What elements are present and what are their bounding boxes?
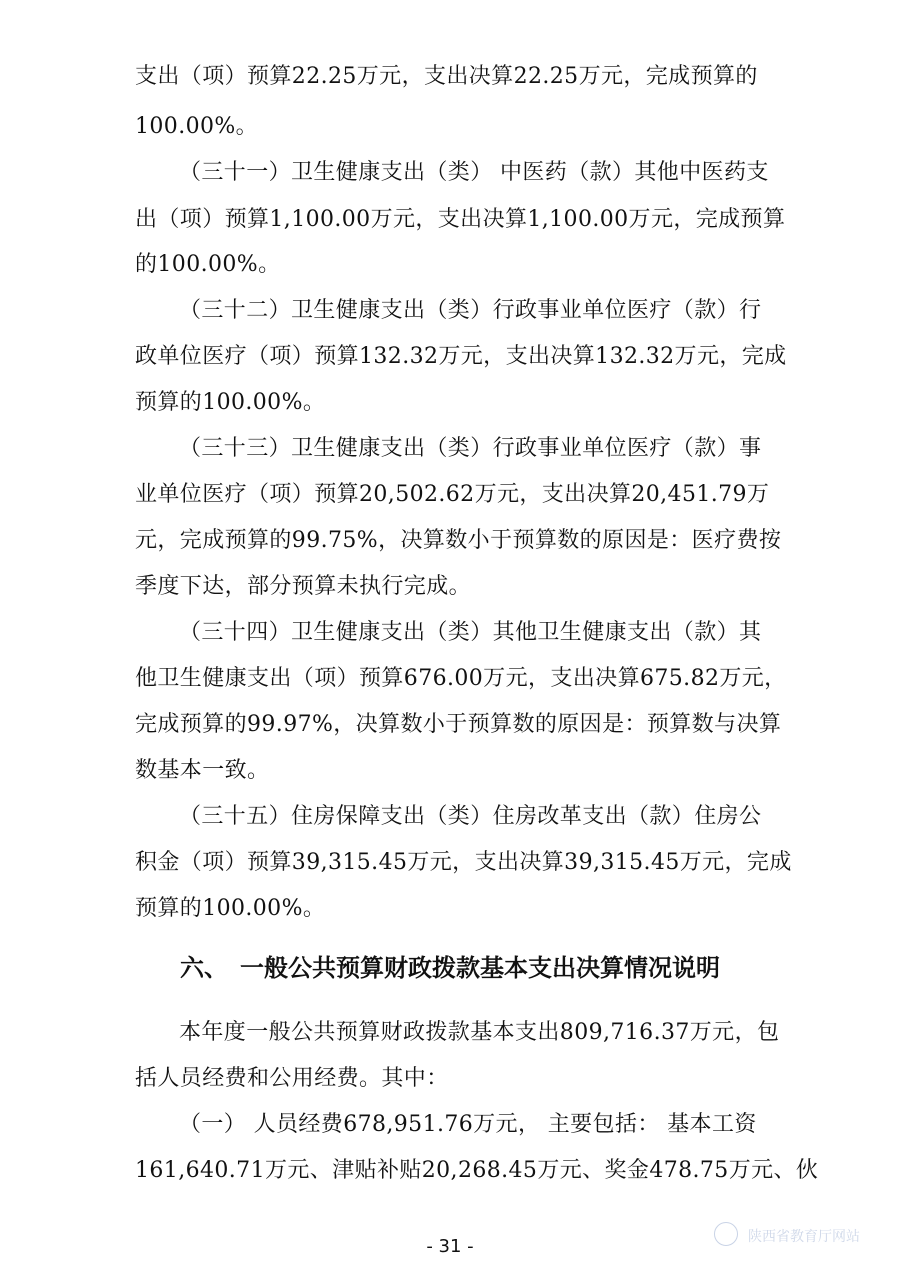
paragraph-line: 的100.00%。 [135, 252, 281, 277]
paragraph-line: 季度下达，部分预算未执行完成。 [135, 574, 472, 599]
watermark-logo-icon [714, 1222, 738, 1246]
page-number: - 31 - [426, 1236, 474, 1257]
paragraph-line: 积金（项）预算39,315.45万元，支出决算39,315.45万元，完成 [135, 850, 792, 875]
paragraph-line: 预算的100.00%。 [135, 390, 326, 415]
paragraph-line: （一） 人员经费678,951.76万元， 主要包括： 基本工资 [179, 1112, 757, 1137]
paragraph-line: （三十四）卫生健康支出（类）其他卫生健康支出（款）其 [179, 620, 762, 645]
paragraph-line: 业单位医疗（项）预算20,502.62万元，支出决算20,451.79万 [135, 482, 770, 507]
paragraph-line: 政单位医疗（项）预算132.32万元，支出决算132.32万元，完成 [135, 344, 787, 369]
paragraph-line: 本年度一般公共预算财政拨款基本支出809,716.37万元，包 [179, 1020, 780, 1045]
paragraph-line: 括人员经费和公用经费。其中： [135, 1066, 449, 1091]
paragraph-line: 支出（项）预算22.25万元，支出决算22.25万元，完成预算的 [135, 64, 758, 89]
paragraph-line: 出（项）预算1,100.00万元，支出决算1,100.00万元，完成预算 [135, 207, 786, 232]
paragraph-line: 完成预算的99.97%，决算数小于预算数的原因是：预算数与决算 [135, 712, 782, 737]
paragraph-line: 预算的100.00%。 [135, 896, 326, 921]
paragraph-line: 100.00%。 [135, 114, 259, 139]
section-heading: 六、 一般公共预算财政拨款基本支出决算情况说明 [180, 954, 720, 982]
paragraph-line: 元，完成预算的99.75%，决算数小于预算数的原因是：医疗费按 [135, 528, 782, 553]
paragraph-line: （三十三）卫生健康支出（类）行政事业单位医疗（款）事 [179, 436, 762, 461]
paragraph-line: （三十一）卫生健康支出（类） 中医药（款）其他中医药支 [179, 160, 769, 185]
paragraph-line: 161,640.71万元、津贴补贴20,268.45万元、奖金478.75万元、伙 [135, 1158, 819, 1183]
paragraph-line: 数基本一致。 [135, 758, 270, 783]
watermark: 陕西省教育厅网站 [748, 1229, 860, 1245]
paragraph-line: （三十二）卫生健康支出（类）行政事业单位医疗（款）行 [179, 298, 762, 323]
paragraph-line: 他卫生健康支出（项）预算676.00万元，支出决算675.82万元， [135, 666, 787, 691]
paragraph-line: （三十五）住房保障支出（类）住房改革支出（款）住房公 [179, 804, 762, 829]
